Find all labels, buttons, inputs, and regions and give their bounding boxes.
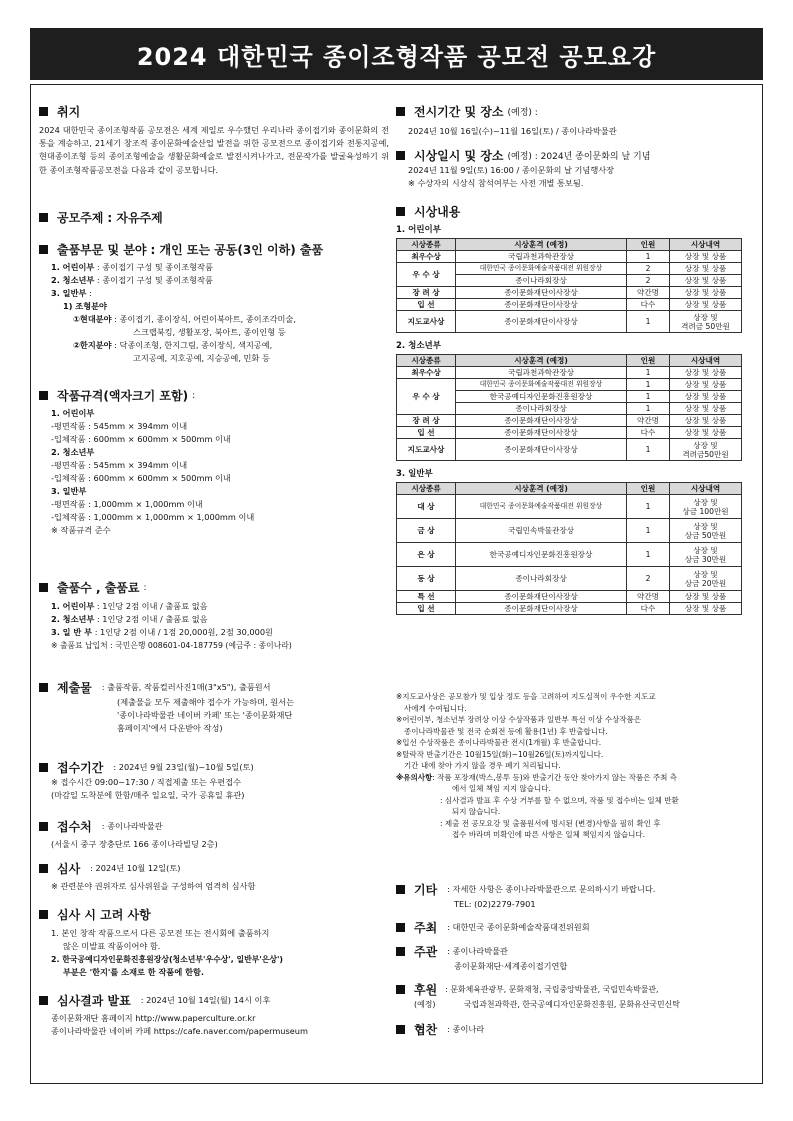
category-modern: ①현대분야 : 종이접기, 종이장식, 어린이북아트, 종이조각미술, xyxy=(73,314,296,324)
theme-value: : 자유주제 xyxy=(107,211,163,225)
section-support: 협찬 : 종이나라 xyxy=(396,1021,484,1038)
ceremony-line2: ※ 수상자의 시상식 참석여부는 사전 개별 통보됨. xyxy=(408,178,584,188)
section-ceremony: 시상일시 및 장소 (예정) : 2024년 종이문화의 날 기념 2024년 11월 9일(토) 16:00 / 종이문화의 날 기념행사장 ※ 수상자의 시상식 참석여부는 사전 개별 통보됨. xyxy=(396,147,650,190)
section-etc: 기타 : 자세한 사항은 종이나라박물관으로 문의하시기 바랍니다. TEL: (02)2279-7901 xyxy=(396,881,655,911)
note-2a: ※어린이부, 청소년부 장려상 이상 수상작품과 일반부 특선 이상 수상작품은 xyxy=(396,715,642,724)
page-title: 2024 대한민국 종이조형작품 공모전 공모요강 xyxy=(30,28,763,80)
category-child: 1. 어린이부 : 종이접기 구성 및 종이조형작품 xyxy=(51,262,213,272)
fee-child: 1. 어린이부 : 1인당 2점 이내 / 출품료 없음 xyxy=(51,601,208,611)
bullet-square-icon xyxy=(39,864,48,873)
category-youth: 2. 청소년부 : 종이접기 구성 및 종이조형작품 xyxy=(51,275,213,285)
etc-title: 기타 xyxy=(414,883,438,897)
table-row: 특 선 종이문화재단이사장상 약간명 상장 및 상품 xyxy=(397,591,742,603)
category-hanji: ②한지분야 : 닥종이조형, 한지그림, 종이장식, 색지공예, xyxy=(73,340,273,350)
spec-child-solid: -입체작품 : 600mm × 600mm × 500mm 이내 xyxy=(51,434,231,444)
host-title: 주최 xyxy=(414,921,438,935)
bullet-square-icon xyxy=(39,391,48,400)
section-place: 접수처 : 종이나라박물관 (서울시 중구 장충단로 166 종이나라빌딩 2층) xyxy=(39,818,218,851)
section-category xyxy=(39,241,323,365)
spec-child-label: 1. 어린이부 xyxy=(51,408,95,418)
note-5a: ※유의사항: 작품 포장재(박스,봉투 등)와 반출기간 동안 찾아가지 않는 작품은 주최 측 xyxy=(396,772,677,782)
general-awards-table: 시상종류 시상훈격 (예정) 인원 시상내역 대 상 대한민국 종이문화예술작품대전 위원장상 1 상장 및 상금 100만원 금 상 국립민속박물관장상 1 상장 및 상금 50만원 은 상 한국공예디자인문화진흥원장상 1 상장 및 상금 30만원 동 상 종이나라회장상 2 상장 및 상금 20만원 특 선 종이문화재단이사장상 약간명 상장 및 상품 입 선 종이문화재단이사장상 다수 상장 및 상품 xyxy=(396,482,742,615)
result-link-cafe[interactable]: 종이나라박물관 네이버 카페 https://cafe.naver.com/papermuseum xyxy=(51,1026,308,1036)
bullet-square-icon xyxy=(39,583,48,592)
bullet-square-icon xyxy=(39,107,48,116)
spec-title: 작품규격(액자크기 포함) xyxy=(57,389,189,403)
note-5b: 에서 일체 책임 지지 않습니다. xyxy=(452,784,551,793)
period-title: 접수기간 xyxy=(57,761,104,775)
bullet-square-icon xyxy=(39,822,48,831)
support-title: 협찬 xyxy=(414,1023,438,1037)
table-row: 한국공예디자인문화진흥원장상 1 상장 및 상품 xyxy=(397,391,742,403)
result-link-homepage[interactable]: 종이문화재단 홈페이지 http://www.paperculture.or.kr xyxy=(51,1013,256,1023)
period-line1: ※ 접수시간 09:00~17:30 / 직접제출 또는 우편접수 xyxy=(51,777,242,787)
bullet-square-icon xyxy=(39,910,48,919)
note-5e: : 제출 전 공모요강 및 출품원서에 명시된 (변경)사항을 필히 확인 후 xyxy=(440,818,661,828)
note-5c: : 심사결과 발표 후 수상 거부를 할 수 없으며, 작품 및 접수비는 일체 반환 xyxy=(440,795,679,805)
organizer-value2: 종이문화재단·세계종이접기연합 xyxy=(454,961,568,971)
category-hanji-2: 고지공예, 지호공예, 지승공예, 민화 등 xyxy=(133,353,270,363)
judge-line1: ※ 관련분야 권위자로 심사위원을 구성하여 엄격히 심사함 xyxy=(51,881,256,891)
exhibit-line1: 2024년 10월 16일(수)~11월 16일(토) / 종이나라박물관 xyxy=(408,126,617,136)
table-row: 지도교사상 종이문화재단이사장상 1 상장 및 격려금 50만원 xyxy=(397,311,742,333)
table-row: 금 상 국립민속박물관장상 1 상장 및 상금 50만원 xyxy=(397,519,742,543)
table-row: 최우수상 국립과천과학관장상 1 상장 및 상품 xyxy=(397,367,742,379)
bullet-square-icon xyxy=(396,985,405,994)
table-row: 지도교사상 종이문화재단이사장상 1 상장 및 격려금50만원 xyxy=(397,439,742,461)
spec-note: ※ 작품규격 준수 xyxy=(51,525,111,535)
spec-general-solid: -입체작품 : 1,000mm × 1,000mm × 1,000mm 이내 xyxy=(51,512,255,522)
note-1a: ※지도교사상은 공모참가 및 입상 정도 등을 고려하여 지도실적이 우수한 지도교 xyxy=(396,692,656,701)
section-judge: 심사 : 2024년 10월 12일(토) ※ 관련분야 권위자로 심사위원을 구성하여 엄격히 심사함 xyxy=(39,860,255,893)
note-5f: 접수 바라며 미확인에 따른 사항은 일체 책임지지 않습니다. xyxy=(452,830,645,839)
etc-tel: TEL: (02)2279-7901 xyxy=(454,899,536,909)
result-title: 심사결과 발표 xyxy=(57,994,131,1008)
section-organizer: 주관 : 종이나라박물관 종이문화재단·세계종이접기연합 xyxy=(396,943,567,973)
consider-line2: 않은 미발표 작품이어야 함. xyxy=(63,941,161,951)
note-1b: 사에게 수여됩니다. xyxy=(404,703,467,713)
fee-youth: 2. 청소년부 : 1인당 2점 이내 / 출품료 없음 xyxy=(51,614,208,624)
ceremony-line1: 2024년 11월 9일(토) 16:00 / 종이문화의 날 기념행사장 xyxy=(408,165,615,175)
fee-general: 3. 일 반 부 : 1인당 2점 이내 / 1점 20,000원, 2점 30,000원 xyxy=(51,627,273,637)
youth-awards-title: 2. 청소년부 xyxy=(396,341,441,351)
youth-awards-table: 시상종류 시상훈격 (예정) 인원 시상내역 최우수상 국립과천과학관장상 1 상장 및 상품 우 수 상 대한민국 종이문화예술작품대전 위원장상 1 상장 및 상품 한국공예디자인문화진흥원장상 1 상장 및 상품 종이나라회장상 1 상장 및 상품 장 려 상 종이문화재단이사장상 약간명 상장 및 상품 입 선 종이문화재단이사장상 다수 상장 및 상품 지도교사상 종이문화재단이사장상 1 상장 및 격려금50만원 xyxy=(396,354,742,461)
bullet-square-icon xyxy=(39,763,48,772)
spec-general-flat: -평면작품 : 1,000mm × 1,000mm 이내 xyxy=(51,499,203,509)
table-row: 최우수상 국립과천과학관장상 1 상장 및 상품 xyxy=(397,251,742,263)
bullet-square-icon xyxy=(396,947,405,956)
sponsor-line2: (예정) 국립과천과학관, 한국공예디자인문화진흥원, 문화유산국민신탁 xyxy=(414,1000,680,1009)
ceremony-title: 시상일시 및 장소 xyxy=(414,149,504,163)
bullet-square-icon xyxy=(39,213,48,222)
bullet-square-icon xyxy=(396,151,405,160)
note-4b: 기간 내에 찾아 가지 않을 경우 폐기 처리됩니다. xyxy=(404,761,561,770)
note-3: ※입선 수상작품은 종이나라박물관 전시(1개월) 후 반출합니다. xyxy=(396,738,602,747)
section-period: 접수기간 : 2024년 9월 23일(월)~10월 5일(토) ※ 접수시간 09:00~17:30 / 직접제출 또는 우편접수 (마감일 도착분에 한함/매주 일요일, 국가 공휴일 휴관) xyxy=(39,759,254,802)
consider-title: 심사 시 고려 사항 xyxy=(57,908,151,922)
table-row: 우 수 상 대한민국 종이문화예술작품대전 위원장상 1 상장 및 상품 xyxy=(397,379,742,391)
awards-title: 시상내용 xyxy=(414,205,461,219)
table-row: 입 선 종이문화재단이사장상 다수 상장 및 상품 xyxy=(397,299,742,311)
note-2b: 종이나라박물관 및 전국 순회전 등에 활용(1년) 후 반출합니다. xyxy=(404,726,608,736)
consider-line1: 1. 본인 창작 작품으로서 다른 공모전 또는 전시회에 출품하지 xyxy=(51,928,270,938)
table-row: 장 려 상 종이문화재단이사장상 약간명 상장 및 상품 xyxy=(397,287,742,299)
section-theme xyxy=(39,209,163,226)
table-row: 종이나라회장상 2 상장 및 상품 xyxy=(397,275,742,287)
section-spec: 작품규격(액자크기 포함) : 1. 어린이부 -평면작품 : 545mm × 394mm 이내 -입체작품 : 600mm × 600mm × 500mm 이내 2. 청소년부 -평면작품 : 545mm × 394mm 이내 -입체작품 : 600mm × 600mm × 500mm 이내 3. 일반부 -평면작품 : 1,000mm × 1,000mm 이내 -입체작품 : 1,000mm × 1,000mm × 1,000mm 이내 ※ 작품규격 준수 xyxy=(39,387,254,537)
spec-youth-label: 2. 청소년부 xyxy=(51,447,95,457)
content-frame xyxy=(30,84,763,1084)
submission-line4: 홈페이지'에서 다운받아 작성) xyxy=(117,723,223,733)
bullet-square-icon xyxy=(39,996,48,1005)
bullet-square-icon xyxy=(39,683,48,692)
bullet-square-icon xyxy=(396,923,405,932)
category-title: 출품부문 및 분야 xyxy=(57,243,147,257)
theme-title: 공모주제 xyxy=(57,211,104,225)
category-general: 3. 일반부 : xyxy=(51,288,92,298)
sponsor-title: 후원 xyxy=(414,983,438,997)
section-fee: 출품수 , 출품료 : 1. 어린이부 : 1인당 2점 이내 / 출품료 없음 2. 청소년부 : 1인당 2점 이내 / 출품료 없음 3. 일 반 부 : 1인당 2점 이내 / 1점 20,000원, 2점 30,000원 ※ 출품료 납입처 : 국민은행 008601-04-187759 (예금주 : 종이나라) xyxy=(39,579,292,652)
table-row: 은 상 한국공예디자인문화진흥원장상 1 상장 및 상금 30만원 xyxy=(397,543,742,567)
place-line1: (서울시 중구 장충단로 166 종이나라빌딩 2층) xyxy=(51,839,218,849)
section-submission: 제출물 : 출품작품, 작품컬러사진1매(3"x5"), 출품원서 (제출물을 모두 제출해야 접수가 가능하며, 원서는 '종이나라박물관 네이버 카페' 또는 '종이문화재단 홈페이지'에서 다운받아 작성) xyxy=(39,679,294,735)
consider-line4: 부분은 '한지'를 소재로 한 작품에 한함. xyxy=(63,967,205,977)
spec-youth-flat: -평면작품 : 545mm × 394mm 이내 xyxy=(51,460,188,470)
table-row: 종이나라회장상 1 상장 및 상품 xyxy=(397,403,742,415)
purpose-title: 취지 xyxy=(57,105,81,119)
judge-title: 심사 xyxy=(57,862,81,876)
section-notes xyxy=(396,691,756,841)
note-5d: 되지 않습니다. xyxy=(452,807,501,816)
consider-line3: 2. 한국공예디자인문화진흥원장상(청소년부'우수상', 일반부'은상') xyxy=(51,955,284,964)
exhibit-title: 전시기간 및 장소 xyxy=(414,105,504,119)
spec-general-label: 3. 일반부 xyxy=(51,486,87,496)
section-host: 주최 : 대한민국 종이문화예술작품대전위원회 xyxy=(396,919,590,936)
bullet-square-icon xyxy=(396,107,405,116)
general-awards-title: 3. 일반부 xyxy=(396,469,433,479)
section-consider xyxy=(39,906,283,979)
submission-title: 제출물 xyxy=(57,681,92,695)
spec-child-flat: -평면작품 : 545mm × 394mm 이내 xyxy=(51,421,188,431)
category-value: : 개인 또는 공동(3인 이하) 출품 xyxy=(150,243,324,257)
category-sub1: 1) 조형분야 xyxy=(63,301,107,311)
period-line2: (마감일 도착분에 한함/매주 일요일, 국가 공휴일 휴관) xyxy=(51,790,245,800)
note-4a: ※탈락작 반출기간은 10월15일(화)~10월26일(토)까지입니다. xyxy=(396,749,604,759)
purpose-body: 2024 대한민국 종이조형작품 공모전은 세계 제일로 우수했던 우리나라 종이접기와 종이문화의 전통을 계승하고, 21세기 창조적 종이문화예술산업 발전을 위한 공모전으로 종이접기와 전통지공예, 현대종이조형 등의 종이조형예술을 생활문화예술로 발전시켜나가고, 전문작가를 발굴육성하기 위한 종이조형작품공모전을 다음과 같이 공모합니다. xyxy=(39,125,389,175)
section-result: 심사결과 발표 : 2024년 10월 14일(월) 14시 이후 종이문화재단 홈페이지 http://www.paperculture.or.kr 종이나라박물관 네이버 카페 https://cafe.naver.com/papermuseum xyxy=(39,992,308,1038)
submission-line3: '종이나라박물관 네이버 카페' 또는 '종이문화재단 xyxy=(117,710,293,720)
submission-line2: (제출물을 모두 제출해야 접수가 가능하며, 원서는 xyxy=(117,697,294,707)
bullet-square-icon xyxy=(396,885,405,894)
table-row: 우 수 상 대한민국 종이문화예술작품대전 위원장상 2 상장 및 상품 xyxy=(397,263,742,275)
fee-title: 출품수 , 출품료 xyxy=(57,581,140,595)
table-row: 입 선 종이문화재단이사장상 다수 상장 및 상품 xyxy=(397,603,742,615)
section-purpose xyxy=(39,103,389,177)
organizer-title: 주관 xyxy=(414,945,438,959)
bullet-square-icon xyxy=(396,1025,405,1034)
spec-youth-solid: -입체작품 : 600mm × 600mm × 500mm 이내 xyxy=(51,473,231,483)
child-awards-title: 1. 어린이부 xyxy=(396,225,441,235)
table-row: 장 려 상 종이문화재단이사장상 약간명 상장 및 상품 xyxy=(397,415,742,427)
child-awards-table: 시상종류 시상훈격 (예정) 인원 시상내역 최우수상 국립과천과학관장상 1 상장 및 상품 우 수 상 대한민국 종이문화예술작품대전 위원장상 2 상장 및 상품 종이나라회장상 2 상장 및 상품 장 려 상 종이문화재단이사장상 약간명 상장 및 상품 입 선 종이문화재단이사장상 다수 상장 및 상품 지도교사상 종이문화재단이사장상 1 상장 및 격려금 50만원 xyxy=(396,238,742,333)
place-title: 접수처 xyxy=(57,820,92,834)
fee-account: ※ 출품료 납입처 : 국민은행 008601-04-187759 (예금주 : 종이나라) xyxy=(51,641,292,650)
bullet-square-icon xyxy=(39,245,48,254)
category-modern-2: 스크랩북킹, 생활포장, 북아트, 종이인형 등 xyxy=(133,327,286,337)
section-sponsor: 후원 : 문화체육관광부, 문화재청, 국립중앙박물관, 국립민속박물관, (예정) 국립과천과학관, 한국공예디자인문화진흥원, 문화유산국민신탁 xyxy=(396,981,680,1011)
table-row: 대 상 대한민국 종이문화예술작품대전 위원장상 1 상장 및 상금 100만원 xyxy=(397,495,742,519)
table-row: 동 상 종이나라회장상 2 상장 및 상금 20만원 xyxy=(397,567,742,591)
table-row: 입 선 종이문화재단이사장상 다수 상장 및 상품 xyxy=(397,427,742,439)
section-awards xyxy=(396,203,742,615)
bullet-square-icon xyxy=(396,207,405,216)
section-exhibit: 전시기간 및 장소 (예정) : 2024년 10월 16일(수)~11월 16일(토) / 종이나라박물관 xyxy=(396,103,617,138)
